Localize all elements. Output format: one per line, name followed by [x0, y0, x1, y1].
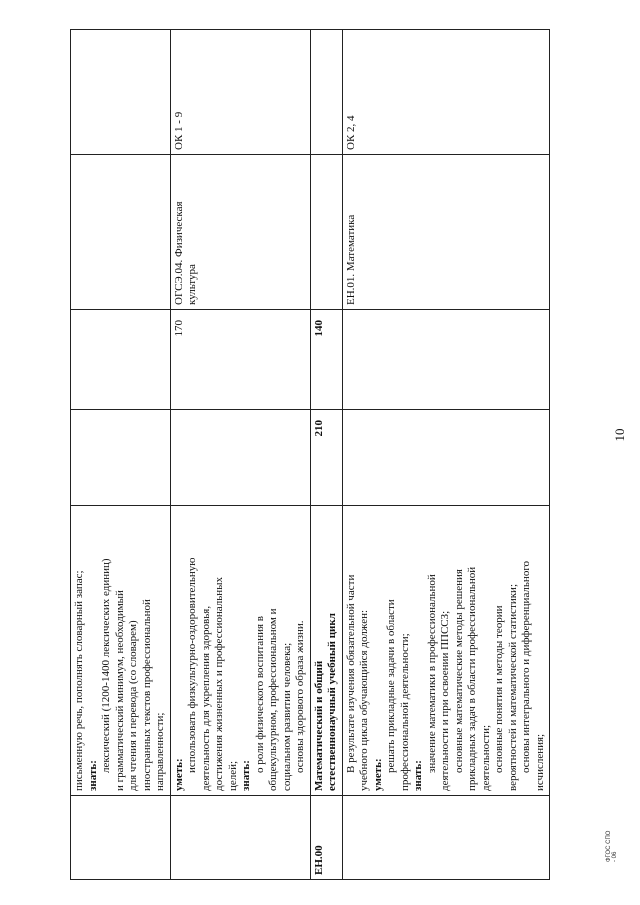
row-index-cell [342, 796, 550, 880]
table-row [170, 30, 310, 880]
description-line: деятельности; [479, 724, 492, 791]
description-line: общекультурном, профессиональном и [267, 608, 279, 791]
description-line: профессиональной деятельности; [398, 633, 411, 791]
table-row [310, 30, 342, 880]
description-line: о роли физического воспитания в [253, 616, 266, 773]
description-line: В результате изучения обязательной части [344, 574, 357, 773]
row-total-hours-cell [170, 410, 310, 506]
description-line: деятельности и при освоении ППССЗ; [439, 610, 451, 791]
row-discipline-code-cell: ОГСЭ.04. Физическая культура [170, 155, 310, 310]
description-line: естественнонаучный учебный цикл [326, 613, 338, 791]
row-total-hours-cell: 210 [310, 410, 342, 506]
description-line: основные математические методы решения [452, 569, 465, 773]
row-index-cell: ЕН.00 [310, 796, 342, 880]
description-line: знать: [412, 760, 424, 791]
row-competences-cell [71, 30, 171, 155]
description-line: основы здорового образа жизни. [294, 620, 306, 773]
description-line: знать: [86, 760, 99, 791]
description-line: Математический и общий [312, 660, 325, 791]
description-line: знать: [240, 760, 252, 791]
description-line: лексический (1200-1400 лексических единиц) [100, 558, 112, 773]
row-description-cell [342, 506, 550, 796]
row-competences-cell [310, 30, 342, 155]
description-line: и грамматический минимум, необходимый [113, 590, 126, 791]
description-line: учебного цикла обучающийся должен: [358, 609, 370, 791]
description-line: основные понятия и методы теории [493, 605, 505, 773]
description-line: социальном развитии человека; [280, 642, 293, 791]
description-line: вероятностей и математической статистики; [506, 584, 519, 791]
row-mandatory-hours-cell [71, 310, 171, 410]
row-mandatory-hours-cell: 170 [170, 310, 310, 410]
row-discipline-code-cell [71, 155, 171, 310]
row-index-cell [170, 796, 310, 880]
page-number: 10 [612, 428, 627, 442]
row-mandatory-hours-cell: 140 [310, 310, 342, 410]
row-competences-cell: ОК 1 - 9 [170, 30, 310, 155]
description-line: уметь: [172, 758, 185, 791]
row-mandatory-hours-cell [342, 310, 550, 410]
curriculum-table-body [71, 30, 550, 880]
row-discipline-code-cell: ЕН.01. Математика [342, 155, 550, 310]
description-line: целей; [226, 760, 239, 791]
table-row [71, 30, 171, 880]
row-total-hours-cell [71, 410, 171, 506]
row-index-cell [71, 796, 171, 880]
description-line: направленности; [154, 712, 166, 791]
row-description-cell [170, 506, 310, 796]
row-competences-cell: ОК 2, 4 [342, 30, 550, 155]
description-line: прикладных задач в области профессиональной [466, 566, 478, 791]
description-line: для чтения и перевода (со словарем) [127, 620, 139, 791]
row-description-cell [310, 506, 342, 796]
table-row [342, 30, 550, 880]
description-line: деятельность для укрепления здоровья, [199, 605, 212, 791]
description-line: решать прикладные задачи в области [385, 599, 397, 773]
row-total-hours-cell [342, 410, 550, 506]
description-line: достижения жизненных и профессиональных [213, 577, 225, 791]
footer-code: ФГОС СПО - 06 [606, 830, 618, 862]
description-line: основы интегрального и дифференциального [520, 560, 532, 773]
description-line: уметь: [371, 758, 384, 791]
description-line: письменную речь, пополнять словарный запас; [73, 570, 85, 791]
curriculum-table [70, 29, 550, 880]
description-line: исчисления; [533, 733, 546, 791]
description-line: использовать физкультурно-оздоровительную [186, 557, 198, 773]
row-discipline-code-cell [310, 155, 342, 310]
description-line: иностранных текстов профессиональной [140, 599, 153, 791]
row-description-cell [71, 506, 171, 796]
description-line: значение математики в профессиональной [425, 574, 438, 773]
